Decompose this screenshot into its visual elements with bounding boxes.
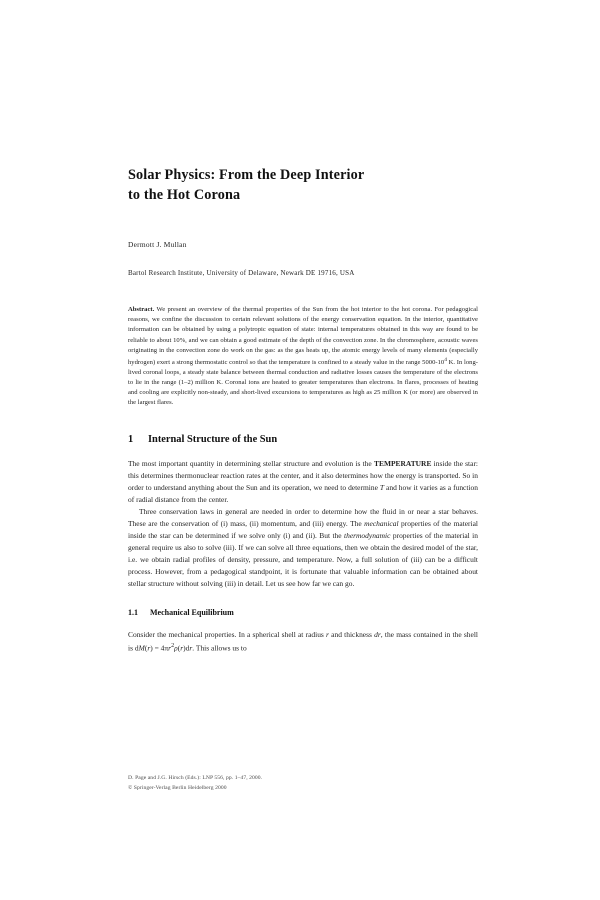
subsection-number: 1.1: [128, 607, 138, 617]
subsection-heading-1-1: [128, 590, 478, 617]
par2-italic-2: thermodynamic: [344, 530, 391, 540]
sub-par-part-6: (: [177, 643, 181, 652]
sub-par-part-8: . This allows us to: [192, 643, 247, 652]
author-name: Dermott J. Mullan: [128, 240, 187, 250]
par1-math-T: T: [379, 483, 385, 493]
footer-copyright-line: © Springer-Verlag Berlin Heidelberg 2000: [128, 784, 227, 791]
footer-citation-line: D. Page and J.G. Hirsch (Eds.): LNP 556, pp. 1–47, 2000.: [128, 775, 263, 781]
par1-part-1: The most important quantity in determining stellar structure and evolution is the: [128, 459, 374, 469]
title-line-2: to the Hot Corona: [128, 186, 241, 203]
page-footer: [128, 774, 488, 793]
abstract-block: [128, 277, 478, 408]
abstract-label: Abstract.: [128, 306, 155, 314]
par2-italic-1: mechanical: [364, 519, 399, 529]
sub-par-part-2: and thickness: [328, 629, 375, 639]
sub-par-math-r3: r: [168, 643, 172, 652]
abstract-exponent: 4: [444, 356, 447, 363]
page-title: [128, 0, 478, 205]
author-affiliation: Bartol Research Institute, University of Delaware, Newark DE 19716, USA: [128, 269, 355, 278]
sub-par-math-r: r: [326, 629, 329, 639]
sub-par-part-5: ) = 4π: [150, 643, 169, 652]
abstract-text-part-1: We present an overview of the thermal properties of the Sun from the hot interior to the hot corona. For pedagogical reasons, we confine the discussion to certain relevant solutions of the energy conservation equation. In the interior, quantitative information can be obtained by using a polytropic equation of state: internal temperatures obtained in this way are found to be reliable to about 10%, and we can obtain a good estimate of the depth of the convection zone. In the chromosphere, acoustic waves originating in the convection zone do work on the gas: as the gas heats up, the atomic energy levels of many elements (especially hydrogen) exert a strong thermostatic control so that the temperature is confined to a steady value in the range 5000-10: [128, 306, 478, 366]
title-line-1: Solar Physics: From the Deep Interior: [128, 167, 365, 183]
par2-part-3: properties of the material in general require us also to solve (iii). If we can solve all three equations, then we obtain the desired model of the star, i.e. we obtain radial profiles of density, pressure, and temperature. Now, a full solution of (iii) can be a difficult process. However, from a pedagogical standpoint, it is fortunate that valuable information can be obtained about stellar structure without solving (iii) in detail. Let us see how far we can go.: [128, 530, 478, 588]
section-number: 1: [128, 434, 134, 446]
par1-part-2: inside the star: this determines thermonuclear reaction rates at the center, and it also determines how the energy is transported. So in order to understand anything about the Sun and its operation, we need to determine: [128, 459, 479, 493]
par2-part-2: properties of the material inside the star can be determined if we solve only (i) and (ii). But the: [128, 519, 479, 540]
abstract-text-part-2: K. In long-lived coronal loops, a steady state balance between thermal conduction and radiative losses causes the temperature of the electrons to lie in the range (1–2) million K. Coronal ions are heated to greater temperatures than electrons. In flares, processes of heating and cooling are explicitly non-steady, and short-lived excursions to temperatures as high as 25 million K (or more) are observed in the largest flares.: [128, 358, 478, 407]
sub-par-math-rho: ρ: [174, 643, 178, 652]
subsection-1-1-paragraph: [128, 617, 478, 654]
section-heading-1: [128, 408, 478, 445]
sub-par-math-r2: r: [147, 643, 151, 652]
sub-par-math-dr2: r: [189, 643, 193, 652]
sub-par-part-4: (: [144, 643, 148, 652]
par1-emphasis: TEMPERATURE: [374, 459, 432, 469]
sub-par-part-3: , the mass contained in the shell is d: [128, 629, 478, 652]
sub-par-math-r4: r: [180, 643, 184, 652]
section-1-paragraph-1: [128, 445, 478, 506]
sub-par-part-1: Consider the mechanical properties. In a spherical shell at radius: [128, 629, 327, 639]
sub-par-superscript: 2: [171, 641, 175, 649]
sub-par-math-dr: dr: [374, 629, 381, 639]
section-title: Internal Structure of the Sun: [148, 434, 278, 446]
page-content-column: [128, 0, 478, 654]
section-1-paragraph-2: [128, 506, 478, 589]
subsection-title: Mechanical Equilibrium: [150, 607, 234, 617]
sub-par-math-M: M: [138, 643, 145, 652]
sub-par-part-7: )d: [183, 643, 190, 652]
par1-part-3: and how it varies as a function of radial distance from the center.: [128, 483, 478, 505]
par2-part-1: Three conservation laws in general are needed in order to determine how the fluid in or near a star behaves. These are the conservation of (i) mass, (ii) momentum, and (iii) energy. The: [128, 507, 478, 529]
